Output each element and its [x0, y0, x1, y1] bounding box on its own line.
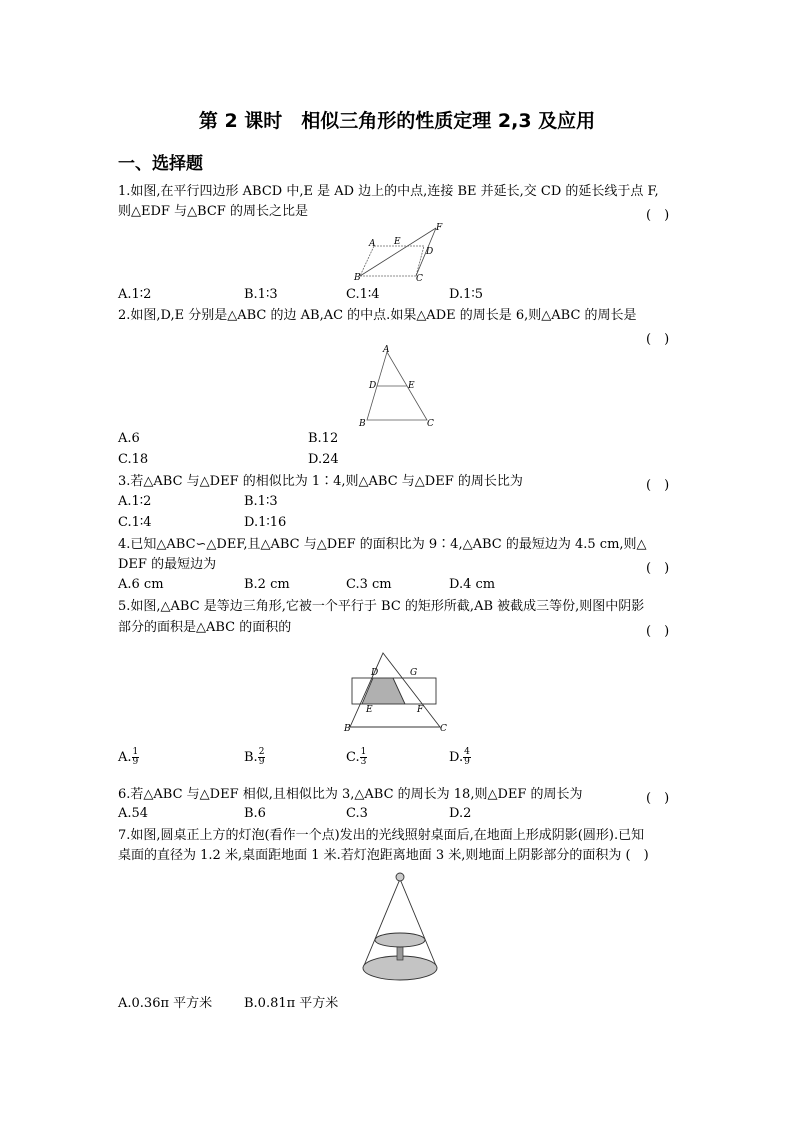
- q1-label-a: A: [369, 239, 376, 249]
- q5-label-c: C: [440, 724, 447, 734]
- q6-option-a: A.54: [118, 806, 149, 821]
- page-title: 第 2 课时 相似三角形的性质定理 2,3 及应用: [198, 110, 596, 132]
- q5-option-a-fraction: [132, 748, 140, 767]
- q5-equilateral-triangle-figure: [342, 643, 452, 735]
- q4-text-line1: 4.已知△ABC∽△DEF,且△ABC 与△DEF 的面积比为 9∶4,△ABC 的最短边为 4.5 cm,则△: [118, 537, 647, 552]
- q1-label-b: B: [354, 273, 361, 282]
- q1-option-a: A.1∶2: [118, 287, 152, 302]
- q6-option-c: C.3: [346, 806, 368, 821]
- q1-label-d: D: [426, 247, 434, 257]
- q5-option-d-fraction: [463, 748, 471, 767]
- q6-option-d: D.2: [449, 806, 472, 821]
- q6-option-b: B.6: [244, 806, 266, 821]
- fraction-numerator: 2: [258, 747, 265, 757]
- q2-label-a: A: [383, 345, 390, 355]
- q5-option-c-letter: C.: [346, 750, 360, 765]
- q1-label-f: F: [436, 223, 443, 233]
- q4-option-b: B.2 cm: [244, 577, 290, 592]
- q5-answer-paren: ( ): [646, 624, 670, 639]
- q5-label-b: B: [344, 724, 351, 734]
- q3-option-a: A.1∶2: [118, 494, 152, 509]
- q5-option-d-letter: D.: [449, 750, 464, 765]
- q1-label-c: C: [416, 274, 423, 282]
- section-heading: 一、选择题: [118, 154, 203, 174]
- fraction-denominator: 9: [132, 757, 139, 767]
- q2-label-e: E: [408, 381, 415, 391]
- q4-option-c: C.3 cm: [346, 577, 392, 592]
- q2-option-b: B.12: [308, 431, 339, 446]
- q5-option-c-fraction: [360, 748, 368, 767]
- q2-option-a: A.6: [118, 431, 140, 446]
- q7-text-line2: 桌面的直径为 1.2 米,桌面距地面 1 米.若灯泡距离地面 3 米,则地面上阴影部分的面积为 ( ): [118, 848, 649, 863]
- q7-text-line1: 7.如图,圆桌正上方的灯泡(看作一个点)发出的光线照射桌面后,在地面上形成阴影(圆形).已知: [118, 828, 645, 843]
- fraction-denominator: 9: [464, 757, 470, 767]
- q7-lamp-table-figure: [355, 870, 445, 988]
- q2-triangle-figure: [355, 344, 435, 428]
- q5-option-a: [118, 748, 139, 767]
- q4-answer-paren: ( ): [646, 561, 670, 576]
- q3-text-line1: 3.若△ABC 与△DEF 的相似比为 1∶4,则△ABC 与△DEF 的周长比为: [118, 474, 523, 489]
- q5-label-f: F: [417, 705, 424, 715]
- q1-label-e: E: [394, 237, 401, 247]
- q3-option-b: B.1∶3: [244, 494, 278, 509]
- q1-answer-paren: ( ): [646, 208, 670, 223]
- q2-option-c: C.18: [118, 452, 149, 467]
- fraction-numerator: 1: [132, 747, 139, 757]
- q5-option-d: [449, 748, 471, 767]
- q1-text-line1: 1.如图,在平行四边形 ABCD 中,E 是 AD 边上的中点,连接 BE 并延长,交 CD 的延长线于点 F,: [118, 184, 659, 199]
- q4-text-line2: DEF 的最短边为: [118, 557, 217, 572]
- q5-label-d: D: [371, 668, 379, 678]
- q5-text-line2: 部分的面积是△ABC 的面积的: [118, 620, 292, 635]
- q1-option-c: C.1∶4: [346, 287, 380, 302]
- fraction-denominator: 3: [360, 757, 367, 767]
- q2-label-b: B: [359, 419, 366, 428]
- q3-option-c: C.1∶4: [118, 515, 152, 530]
- q2-label-c: C: [427, 419, 434, 428]
- q2-answer-paren: ( ): [646, 332, 670, 347]
- fraction-numerator: 4: [464, 747, 470, 757]
- q5-option-b: [244, 748, 265, 767]
- fraction-denominator: 9: [258, 757, 265, 767]
- q1-text-line2: 则△EDF 与△BCF 的周长之比是: [118, 204, 308, 219]
- fraction-numerator: 1: [360, 747, 367, 757]
- q2-label-d: D: [369, 381, 377, 391]
- q5-text-line1: 5.如图,△ABC 是等边三角形,它被一个平行于 BC 的矩形所截,AB 被截成三等份,则图中阴影: [118, 599, 645, 614]
- q5-option-b-letter: B.: [244, 750, 258, 765]
- q5-label-g: G: [410, 668, 418, 678]
- q1-option-b: B.1∶3: [244, 287, 278, 302]
- q6-text-line1: 6.若△ABC 与△DEF 相似,且相似比为 3,△ABC 的周长为 18,则△DEF 的周长为: [118, 787, 583, 802]
- q7-option-a: A.0.36π 平方米: [118, 996, 213, 1011]
- q2-text-line1: 2.如图,D,E 分别是△ABC 的边 AB,AC 的中点.如果△ADE 的周长是 6,则△ABC 的周长是: [118, 308, 637, 323]
- q2-option-d: D.24: [308, 452, 339, 467]
- q4-option-d: D.4 cm: [449, 577, 496, 592]
- q5-option-b-fraction: [258, 748, 266, 767]
- q1-option-d: D.1∶5: [449, 287, 484, 302]
- q4-option-a: A.6 cm: [118, 577, 164, 592]
- q3-option-d: D.1∶16: [244, 515, 287, 530]
- q1-parallelogram-figure: [352, 222, 448, 282]
- q3-answer-paren: ( ): [646, 478, 670, 493]
- lightbulb-icon: [396, 873, 404, 881]
- q5-option-c: [346, 748, 367, 767]
- q5-label-e: E: [366, 705, 373, 715]
- q7-option-b: B.0.81π 平方米: [244, 996, 339, 1011]
- q5-option-a-letter: A.: [118, 750, 132, 765]
- q6-answer-paren: ( ): [646, 791, 670, 806]
